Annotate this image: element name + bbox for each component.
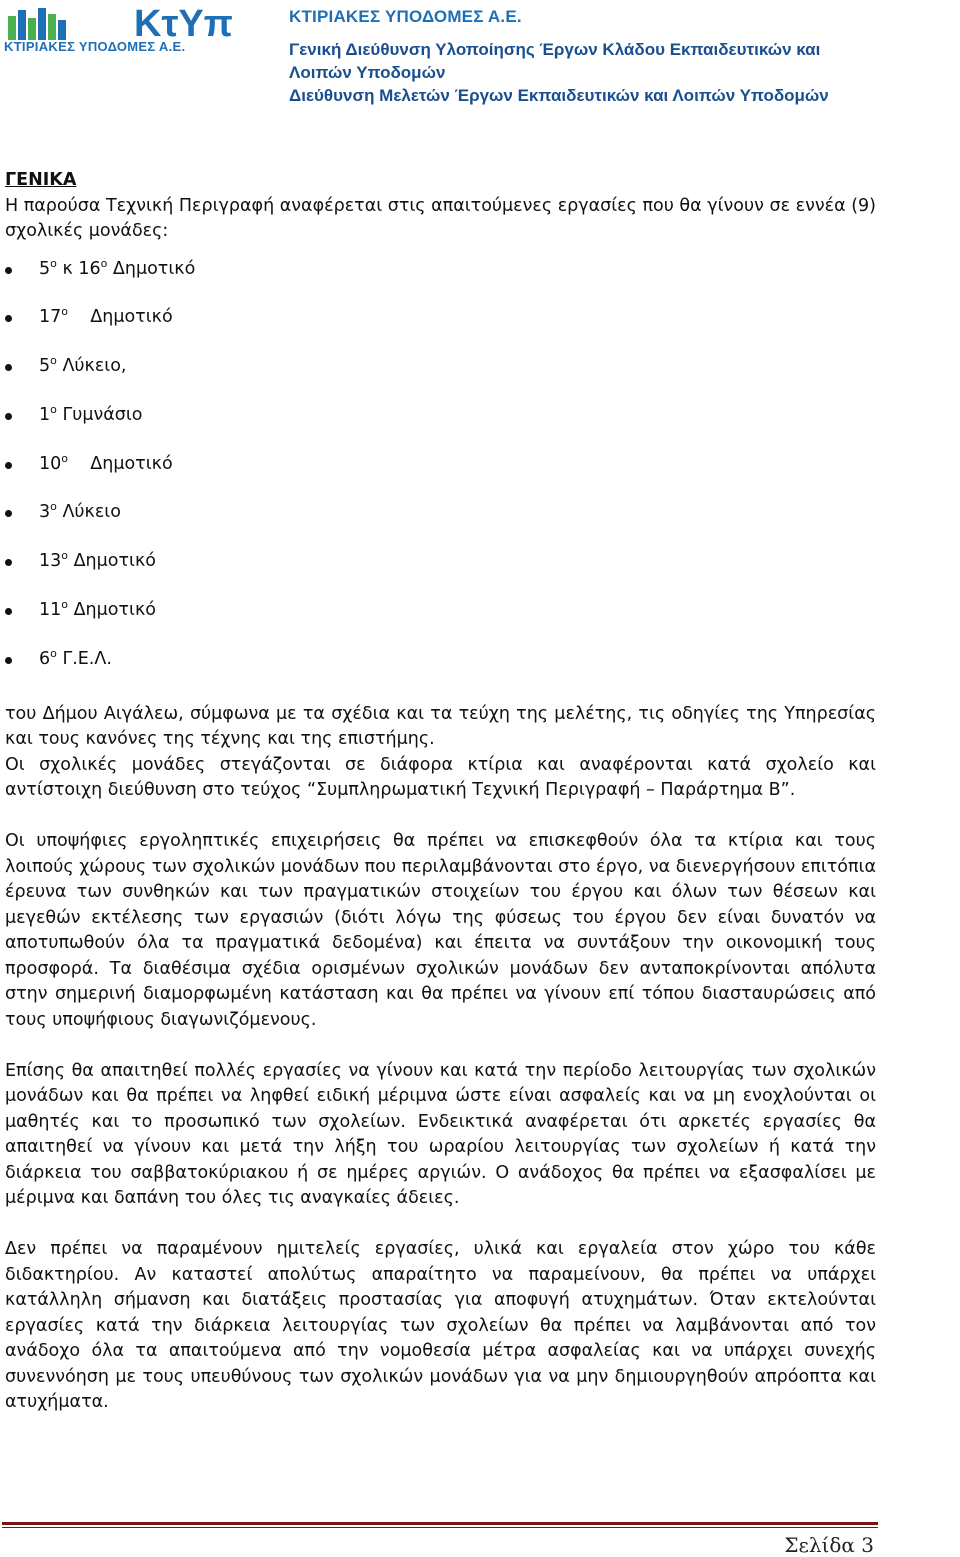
document-body [5, 168, 876, 1416]
company-name: ΚΤΙΡΙΑΚΕΣ ΥΠΟΔΟΜΕΣ Α.Ε. [289, 7, 522, 26]
school-name: $5^o$ κ $16^o$ Δημοτικό [39, 256, 196, 279]
list-item [5, 549, 876, 598]
footer-rule-thin [2, 1527, 878, 1528]
school-name: $6^o$ Γ.Ε.Λ. [39, 646, 112, 669]
page-number: Σελίδα 3 [784, 1533, 874, 1557]
paragraph-municipality: του Δήμου Αιγάλεω, σύμφωνα με τα σχέδια και τα τεύχη της μελέτης, τις οδηγίες της Υπηρεσίας και τους κανόνες της τέχνης και της επιστήμης. [5, 703, 876, 750]
logo-mark-icon [8, 8, 66, 40]
list-item [5, 403, 876, 452]
school-name: $5^o$ Λύκειο, [39, 354, 127, 377]
list-item [5, 257, 876, 306]
intro-paragraph: Η παρούσα Τεχνική Περιγραφή αναφέρεται στις απαιτούμενες εργασίες που θα γίνουν σε εννέα (9) σχολικές μονάδες: [5, 195, 876, 241]
bullet-icon [5, 657, 12, 664]
header-design-directorate: Διεύθυνση Μελετών Έργων Εκπαιδευτικών και Λοιπών Υποδομών [289, 86, 829, 105]
bullet-icon [5, 510, 12, 517]
logo-wordmark: ΚτΥπ [134, 4, 233, 45]
bullet-icon [5, 315, 12, 322]
school-name: $17^o$ Δημοτικό [39, 305, 173, 328]
school-name: $1^o$ Γυμνάσιο [39, 402, 143, 425]
section-title: ΓΕΝΙΚΑ [5, 170, 77, 190]
list-item [5, 647, 876, 696]
bullet-icon [5, 559, 12, 566]
footer-rule [2, 1522, 878, 1525]
list-item [5, 598, 876, 647]
bullet-icon [5, 267, 12, 274]
paragraph-buildings: Οι σχολικές μονάδες στεγάζονται σε διάφορα κτίρια και αναφέρονται κατά σχολείο και αντίστοιχη διεύθυνση στο τεύχος “Συμπληρωματική Τεχνική Περιγραφή – Παράρτημα Β”. [5, 754, 876, 801]
paragraph-operating-hours: Επίσης θα απαιτηθεί πολλές εργασίες να γίνουν και κατά την περίοδο λειτουργίας των σχολικών μονάδων και θα πρέπει να ληφθεί ειδική μέριμνα ώστε είναι ασφαλείς και να μη ενοχλούνται οι μαθητές και το προσωπικό των σχολείων. Ενδεικτικά αναφέρεται ότι αρκετές εργασίες θα απαιτηθεί να γίνουν και μετά την λήξη του ωραρίου λειτουργίας των σχολείων ή κατά την διάρκεια του σαββατοκύριακου ή σε ημέρες αργιών. Ο ανάδοχος θα πρέπει να εξασφαλίσει με μέριμνα και δαπάνη του όλες τις αναγκαίες άδειες. [5, 1060, 876, 1209]
bullet-icon [5, 413, 12, 420]
list-item [5, 500, 876, 549]
school-name: $3^o$ Λύκειο [39, 500, 121, 523]
school-name: $10^o$ Δημοτικό [39, 451, 173, 474]
school-name: $13^o$ Δημοτικό [39, 549, 156, 572]
list-item [5, 354, 876, 403]
document-header [0, 0, 960, 110]
list-item [5, 305, 876, 354]
logo-subtitle: ΚΤΙΡΙΑΚΕΣ ΥΠΟΔΟΜΕΣ Α.Ε. [4, 39, 186, 54]
bullet-icon [5, 608, 12, 615]
paragraph-safety: Δεν πρέπει να παραμένουν ημιτελείς εργασίες, υλικά και εργαλεία στον χώρο του κάθε διδακτηρίου. Αν καταστεί απολύτως απαραίτητο να παραμείνουν, θα πρέπει να υπάρχει κατάλληλη σήμανση και διατάξεις προστασίας για αποφυγή ατυχημάτων. Όταν εκτελούνται εργασίες κατά την διάρκεια λειτουργίας των σχολείων θα πρέπει να λαμβάνονται από τον ανάδοχο όλα τα απαιτούμενα από την νομοθεσία μέτρα ασφαλείας και να υπάρχει συνεχής συνεννόηση με τους υπευθύνους των σχολικών μονάδων για να μην δημιουργηθούν απρόοπτα και ατυχήματα. [5, 1239, 876, 1413]
list-item [5, 452, 876, 501]
bullet-icon [5, 364, 12, 371]
header-general-directorate: Γενική Διεύθυνση Υλοποίησης Έργων Κλάδου Εκπαιδευτικών και [289, 40, 821, 59]
paragraph-site-visit: Οι υποψήφιες εργοληπτικές επιχειρήσεις θα πρέπει να επισκεφθούν όλα τα κτίρια και τους λοιπούς χώρους των σχολικών μονάδων που περιλαμβάνονται στο έργο, να διενεργήσουν επιτόπια έρευνα των συνθηκών και των πραγματικών στοιχείων του έργου και όλων των θέσεων και μεγεθών εκτέλεσης των εργασιών (διότι λόγω της φύσεως του έργου δεν είναι δυνατόν να αποτυπωθούν όλα τα πραγματικά δεδομένα) και έπειτα να συντάξουν την οικονομική τους προσφορά. Τα διαθέσιμα σχέδια ορισμένων σχολικών μονάδων δεν ανταποκρίνονται απόλυτα στην σημερινή διαμορφωμένη κατάσταση και θα πρέπει να γίνουν επί τόπου διασταυρώσεις από τους υποψήφιους διαγωνιζόμενους. [5, 831, 876, 1030]
bullet-icon [5, 462, 12, 469]
school-name: $11^o$ Δημοτικό [39, 598, 156, 621]
school-list [5, 257, 876, 696]
header-general-directorate-cont: Λοιπών Υποδομών [289, 63, 446, 82]
